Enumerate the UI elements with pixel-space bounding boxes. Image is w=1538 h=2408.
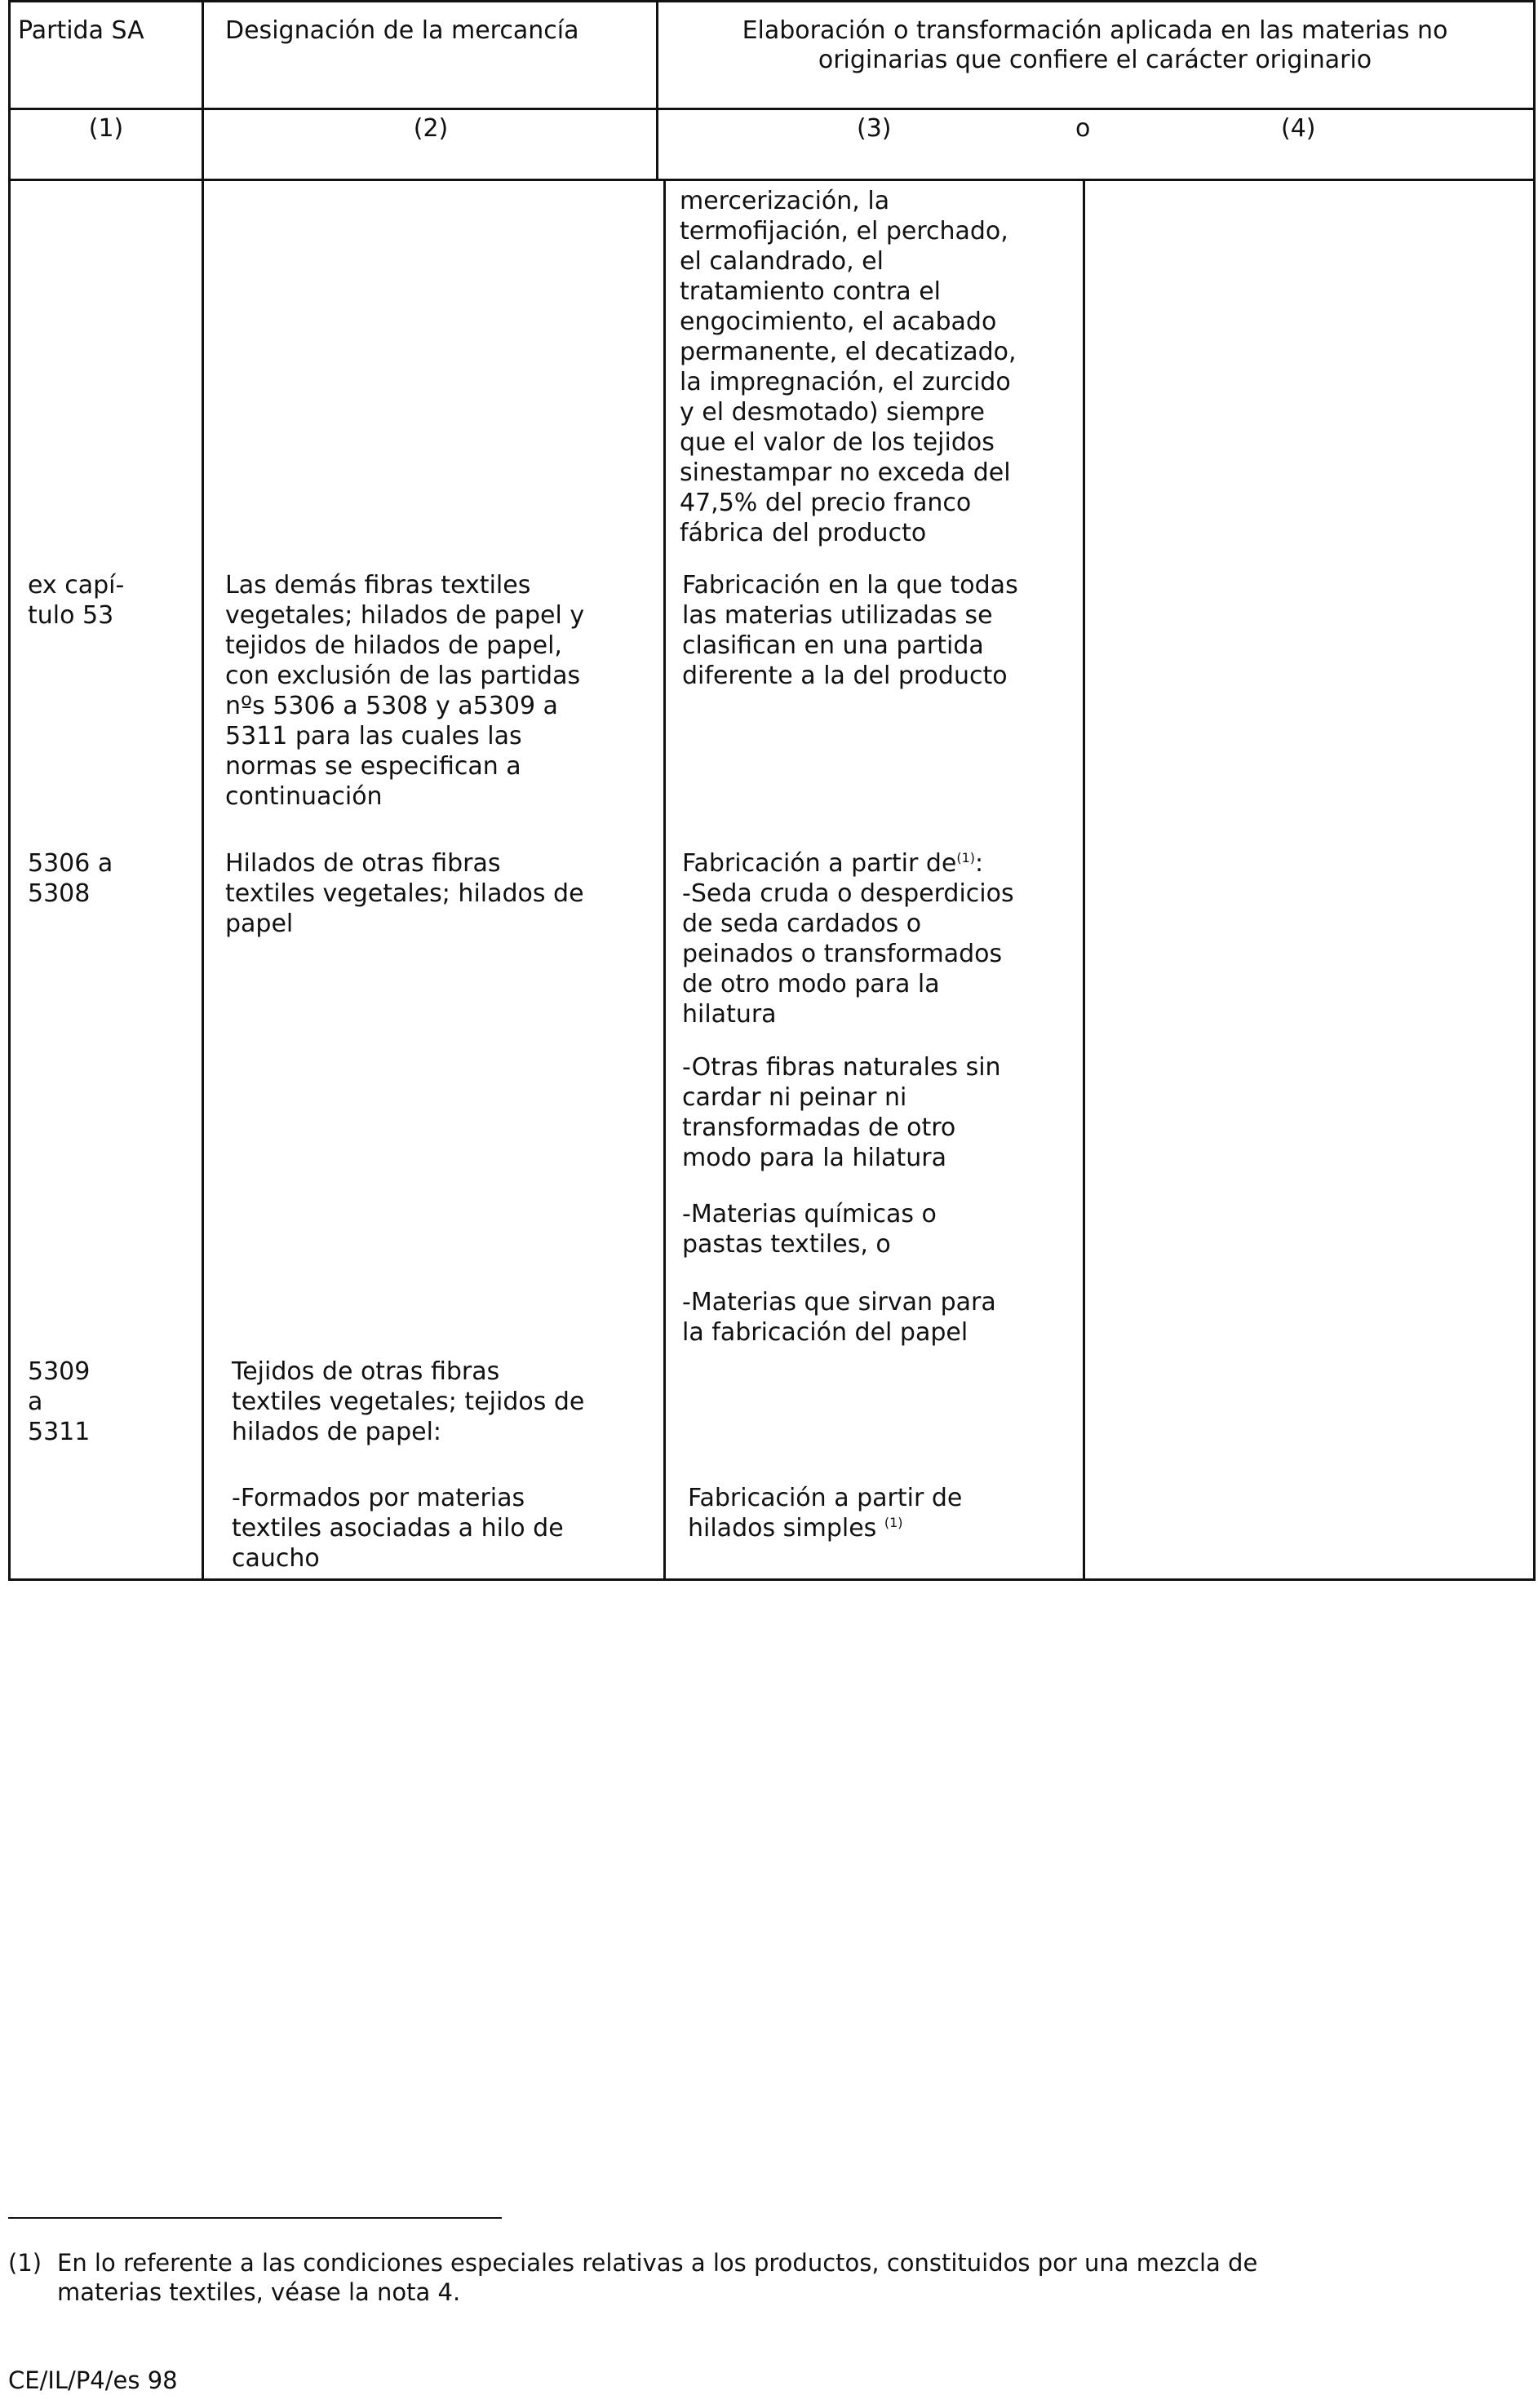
table-border-left: [8, 0, 11, 1581]
row-2-designacion: Hilados de otras fibras textiles vegetales; hilados de papel: [225, 849, 584, 938]
footnote-marker: (1): [8, 2249, 42, 2277]
header-partida: Partida SA: [18, 16, 144, 45]
row-1-elaboracion: Fabricación en la que todas las materias utilizadas se clasifican en una partida diferente a la del producto: [682, 571, 1018, 690]
row-3-elaboracion-text: Fabricación a partir de hilados simples: [688, 1484, 963, 1543]
row-3-partida: 5309 a 5311: [28, 1357, 91, 1446]
row-3-footnote-ref: (1): [884, 1515, 903, 1530]
column-divider-3: [1083, 181, 1085, 1581]
row-1-partida: ex capí- tulo 53: [28, 571, 125, 630]
header-num-4: (4): [1281, 114, 1316, 143]
column-divider-2-header: [656, 0, 658, 181]
footnote-rule: [8, 2217, 502, 2219]
column-divider-1: [202, 0, 204, 1581]
document-reference: CE/IL/P4/es 98: [8, 2366, 178, 2394]
row-2-intro-colon: :: [975, 849, 984, 878]
header-num-3: (3): [857, 114, 892, 143]
row-3-designacion-sub: -Formados por materias textiles asociadas a hilo de caucho: [232, 1484, 564, 1573]
table-border-right: [1533, 0, 1536, 1581]
header-separator-1: [8, 108, 1536, 110]
column-divider-2-body: [663, 181, 666, 1581]
footnote-text: En lo referente a las condiciones especiales relativas a los productos, constituidos por una mezcla de materias textiles, véase la nota 4.: [57, 2249, 1258, 2306]
header-elaboracion: Elaboración o transformación aplicada en las materias no originarias que confiere el carácter originario: [742, 16, 1448, 74]
row-0-elaboracion: mercerización, la termofijación, el perchado, el calandrado, el tratamiento contra el engocimiento, el acabado permanente, el decatizado, la impregnación, el zurcido y el desmotado) siempre que el valor de los tejidos sinestampar no exceda del 47,5% del precio franco fábrica del producto: [680, 187, 1017, 547]
row-2-footnote-ref: (1): [956, 850, 976, 865]
header-separator-2: [8, 179, 1536, 181]
header-or: o: [1075, 114, 1091, 143]
row-1-designacion: Las demás fibras textiles vegetales; hilados de papel y tejidos de hilados de papel, con exclusión de las partidas nºs 5306 a 5308 y a5309 a 5311 para las cuales las normas se especifican a continuación: [225, 571, 585, 811]
row-2-elaboracion-intro: [682, 848, 1082, 879]
row-2-elaboracion-d: -Materias que sirvan para la fabricación del papel: [682, 1288, 996, 1347]
table-border-bottom: [8, 1578, 1536, 1581]
row-2-elaboracion-c: -Materias químicas o pastas textiles, o: [682, 1200, 937, 1259]
row-3-designacion: Tejidos de otras fibras textiles vegetales; tejidos de hilados de papel:: [232, 1357, 585, 1446]
row-2-intro-text: Fabricación a partir de: [682, 849, 957, 878]
header-num-2: (2): [413, 114, 449, 143]
row-2-elaboracion-b: -Otras fibras naturales sin cardar ni peinar ni transformadas de otro modo para la hilatura: [682, 1053, 1001, 1172]
table-border-top: [8, 0, 1536, 2]
row-3-elaboracion: [688, 1483, 1079, 1543]
header-num-1: (1): [88, 114, 124, 143]
header-designacion: Designación de la mercancía: [225, 16, 579, 45]
row-2-partida: 5306 a 5308: [28, 849, 113, 908]
row-2-elaboracion-a: -Seda cruda o desperdicios de seda cardados o peinados o transformados de otro modo para la hilatura: [682, 879, 1014, 1029]
